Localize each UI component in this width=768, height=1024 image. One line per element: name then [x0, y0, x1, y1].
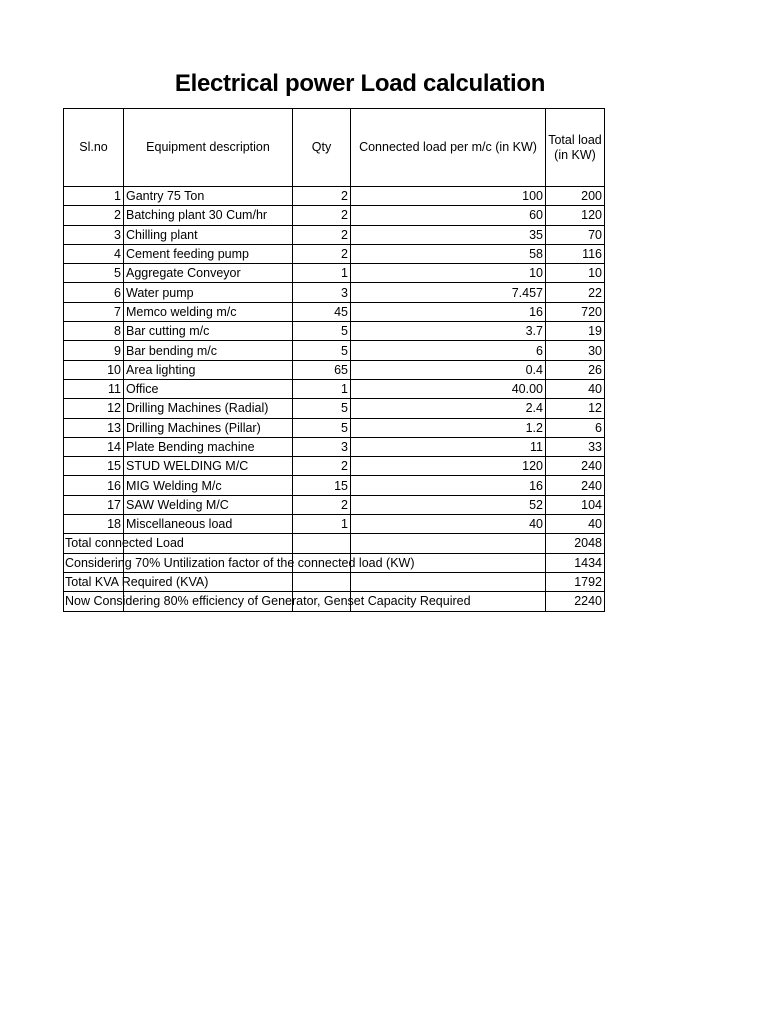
summary-value: 1434: [546, 553, 605, 572]
cell-qty: 5: [293, 341, 351, 360]
summary-row: [64, 592, 605, 611]
cell-description: Bar bending m/c: [124, 341, 293, 360]
cell-total-load: 240: [546, 476, 605, 495]
cell-qty: 3: [293, 437, 351, 456]
cell-qty: 1: [293, 264, 351, 283]
cell-slno: 14: [64, 437, 124, 456]
table-header-row: [64, 109, 605, 187]
grid-line: [350, 573, 351, 591]
cell-description: SAW Welding M/C: [124, 495, 293, 514]
cell-total-load: 30: [546, 341, 605, 360]
grid-line: [292, 573, 293, 591]
table-row: [64, 476, 605, 495]
table-row: [64, 457, 605, 476]
summary-row: [64, 553, 605, 572]
cell-slno: 9: [64, 341, 124, 360]
table-row: [64, 283, 605, 302]
summary-label-cell: [64, 534, 546, 553]
cell-total-load: 33: [546, 437, 605, 456]
cell-description: Office: [124, 379, 293, 398]
cell-slno: 5: [64, 264, 124, 283]
summary-label-cell: [64, 553, 546, 572]
cell-description: STUD WELDING M/C: [124, 457, 293, 476]
cell-description: Plate Bending machine: [124, 437, 293, 456]
cell-load-per-mc: 0.4: [351, 360, 546, 379]
page-title: Electrical power Load calculation: [174, 70, 546, 97]
cell-total-load: 120: [546, 206, 605, 225]
header-load-per-mc: Connected load per m/c (in KW): [351, 109, 546, 187]
cell-description: Aggregate Conveyor: [124, 264, 293, 283]
table-row: [64, 187, 605, 206]
cell-load-per-mc: 40: [351, 515, 546, 534]
cell-slno: 6: [64, 283, 124, 302]
cell-load-per-mc: 6: [351, 341, 546, 360]
cell-description: Cement feeding pump: [124, 244, 293, 263]
cell-qty: 2: [293, 244, 351, 263]
cell-slno: 7: [64, 302, 124, 321]
cell-slno: 2: [64, 206, 124, 225]
summary-row: [64, 534, 605, 553]
cell-load-per-mc: 1.2: [351, 418, 546, 437]
cell-total-load: 720: [546, 302, 605, 321]
cell-total-load: 104: [546, 495, 605, 514]
cell-qty: 1: [293, 379, 351, 398]
summary-label: Now Considering 80% efficiency of Generator, Genset Capacity Required: [65, 594, 471, 609]
cell-qty: 1: [293, 515, 351, 534]
table-row: [64, 399, 605, 418]
cell-total-load: 116: [546, 244, 605, 263]
cell-load-per-mc: 100: [351, 187, 546, 206]
cell-slno: 15: [64, 457, 124, 476]
cell-load-per-mc: 3.7: [351, 322, 546, 341]
summary-label-cell: [64, 572, 546, 591]
cell-qty: 5: [293, 418, 351, 437]
cell-description: MIG Welding M/c: [124, 476, 293, 495]
table-row: [64, 379, 605, 398]
cell-description: Batching plant 30 Cum/hr: [124, 206, 293, 225]
summary-value: 2048: [546, 534, 605, 553]
table-row: [64, 515, 605, 534]
cell-slno: 17: [64, 495, 124, 514]
cell-total-load: 40: [546, 379, 605, 398]
table-row: [64, 341, 605, 360]
grid-line: [350, 534, 351, 552]
cell-load-per-mc: 40.00: [351, 379, 546, 398]
cell-slno: 1: [64, 187, 124, 206]
table-row: [64, 495, 605, 514]
cell-slno: 8: [64, 322, 124, 341]
cell-slno: 10: [64, 360, 124, 379]
table-row: [64, 418, 605, 437]
cell-load-per-mc: 2.4: [351, 399, 546, 418]
cell-total-load: 70: [546, 225, 605, 244]
cell-load-per-mc: 7.457: [351, 283, 546, 302]
cell-slno: 16: [64, 476, 124, 495]
cell-total-load: 19: [546, 322, 605, 341]
table-row: [64, 264, 605, 283]
cell-slno: 18: [64, 515, 124, 534]
cell-description: Water pump: [124, 283, 293, 302]
cell-description: Area lighting: [124, 360, 293, 379]
header-qty: Qty: [293, 109, 351, 187]
cell-slno: 13: [64, 418, 124, 437]
cell-description: Drilling Machines (Pillar): [124, 418, 293, 437]
cell-qty: 2: [293, 206, 351, 225]
summary-label: Total KVA Required (KVA): [65, 574, 209, 589]
cell-load-per-mc: 58: [351, 244, 546, 263]
table-row: [64, 302, 605, 321]
cell-load-per-mc: 16: [351, 302, 546, 321]
table-row: [64, 360, 605, 379]
table-row: [64, 206, 605, 225]
cell-qty: 15: [293, 476, 351, 495]
cell-qty: 2: [293, 187, 351, 206]
cell-qty: 2: [293, 225, 351, 244]
cell-slno: 4: [64, 244, 124, 263]
summary-value: 2240: [546, 592, 605, 611]
cell-qty: 5: [293, 399, 351, 418]
cell-load-per-mc: 16: [351, 476, 546, 495]
cell-qty: 3: [293, 283, 351, 302]
grid-line: [292, 534, 293, 552]
cell-load-per-mc: 52: [351, 495, 546, 514]
cell-total-load: 22: [546, 283, 605, 302]
header-description: Equipment description: [124, 109, 293, 187]
table-row: [64, 244, 605, 263]
summary-label-cell: [64, 592, 546, 611]
table-row: [64, 322, 605, 341]
cell-load-per-mc: 35: [351, 225, 546, 244]
table-row: [64, 225, 605, 244]
summary-label: Considering 70% Untilization factor of the connected load (KW): [65, 555, 415, 570]
cell-description: Gantry 75 Ton: [124, 187, 293, 206]
cell-qty: 2: [293, 495, 351, 514]
table-row: [64, 437, 605, 456]
load-table: [63, 108, 605, 612]
cell-total-load: 200: [546, 187, 605, 206]
cell-qty: 45: [293, 302, 351, 321]
cell-total-load: 40: [546, 515, 605, 534]
cell-qty: 2: [293, 457, 351, 476]
cell-total-load: 6: [546, 418, 605, 437]
cell-total-load: 240: [546, 457, 605, 476]
cell-total-load: 10: [546, 264, 605, 283]
summary-label: Total connected Load: [65, 536, 184, 551]
cell-qty: 65: [293, 360, 351, 379]
cell-qty: 5: [293, 322, 351, 341]
cell-load-per-mc: 60: [351, 206, 546, 225]
cell-description: Drilling Machines (Radial): [124, 399, 293, 418]
summary-row: [64, 572, 605, 591]
cell-description: Chilling plant: [124, 225, 293, 244]
summary-value: 1792: [546, 572, 605, 591]
cell-description: Bar cutting m/c: [124, 322, 293, 341]
cell-load-per-mc: 11: [351, 437, 546, 456]
cell-total-load: 26: [546, 360, 605, 379]
cell-slno: 3: [64, 225, 124, 244]
grid-line: [545, 534, 546, 552]
cell-description: Memco welding m/c: [124, 302, 293, 321]
header-total-load: Total load (in KW): [546, 109, 605, 187]
cell-total-load: 12: [546, 399, 605, 418]
cell-load-per-mc: 10: [351, 264, 546, 283]
cell-slno: 11: [64, 379, 124, 398]
header-slno: Sl.no: [64, 109, 124, 187]
cell-description: Miscellaneous load: [124, 515, 293, 534]
cell-slno: 12: [64, 399, 124, 418]
cell-load-per-mc: 120: [351, 457, 546, 476]
